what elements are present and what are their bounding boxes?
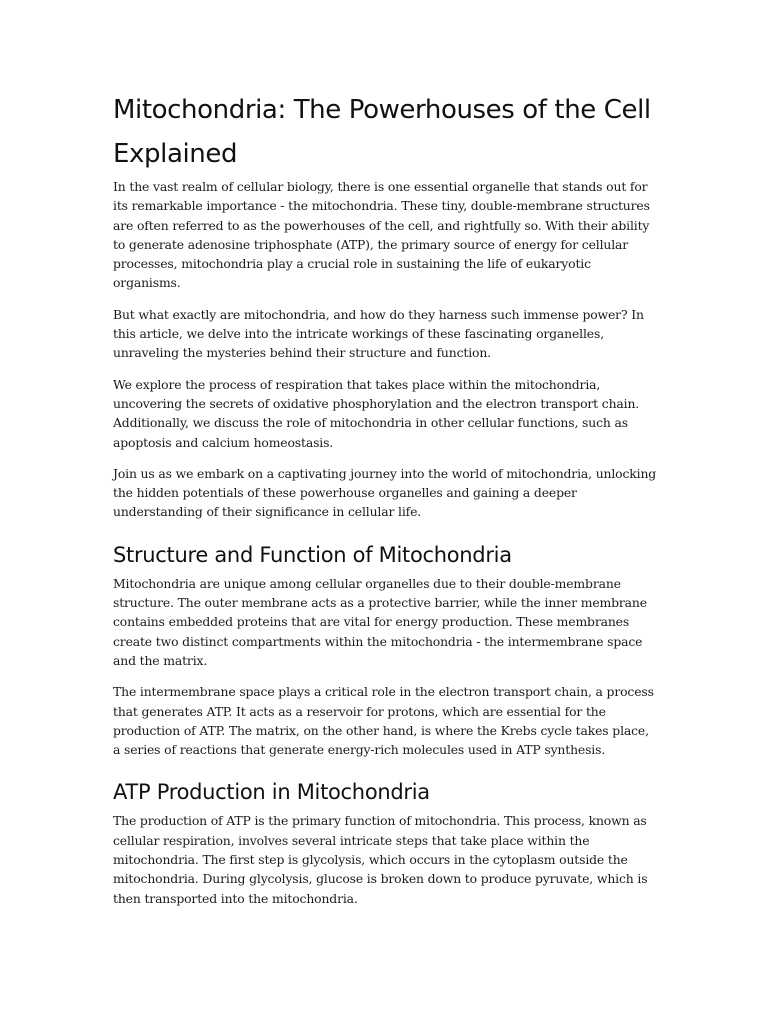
section-heading-atp-production: ATP Production in Mitochondria	[113, 780, 430, 805]
document-page	[113, 88, 658, 920]
intro-paragraph: Join us as we embark on a captivating journey into the world of mitochondria, unlocking the hidden potentials of these powerhouse organelles and gaining a deeper understanding of their significance in cellular life.	[113, 465, 657, 520]
intro-paragraph: In the vast realm of cellular biology, there is one essential organelle that stands out for its remarkable importance - the mitochondria. These tiny, double-membrane structures are often referred to as the powerhouses of the cell, and rightfully so. With their ability to generate adenosine triphosphate (ATP), the primary source of energy for cellular processes, mitochondria play a crucial role in sustaining the life of eukaryotic organisms.	[113, 179, 650, 291]
section-paragraph: The production of ATP is the primary function of mitochondria. This process, known as cellular respiration, involves several intricate steps that take place within the mitochondria. The first step is glycolysis, which occurs in the cytoplasm outside the mitochondria. During glycolysis, glucose is broken down to produce pyruvate, which is then transported into the mitochondria.	[113, 813, 648, 906]
intro-paragraph: We explore the process of respiration that takes place within the mitochondria, uncovering the secrets of oxidative phosphorylation and the electron transport chain. Additionally, we discuss the role of mitochondria in other cellular functions, such as apoptosis and calcium homeostasis.	[113, 376, 640, 450]
section-heading-structure: Structure and Function of Mitochondria	[113, 542, 512, 567]
section-paragraph: The intermembrane space plays a critical role in the electron transport chain, a process that generates ATP. It acts as a reservoir for protons, which are essential for the production of ATP. The matrix, on the other hand, is where the Krebs cycle takes place, a series of reactions that generate energy-rich molecules used in ATP synthesis.	[113, 684, 654, 758]
page-title: Mitochondria: The Powerhouses of the Cell Explained	[113, 95, 651, 169]
section-paragraph: Mitochondria are unique among cellular organelles due to their double-membrane structure. The outer membrane acts as a protective barrier, while the inner membrane contains embedded proteins that are vital for energy production. These membranes create two distinct compartments within the mitochondria - the intermembrane space and the matrix.	[113, 575, 647, 668]
intro-paragraph: But what exactly are mitochondria, and how do they harness such immense power? In this article, we delve into the intricate workings of these fascinating organelles, unraveling the mysteries behind their structure and function.	[113, 306, 644, 361]
